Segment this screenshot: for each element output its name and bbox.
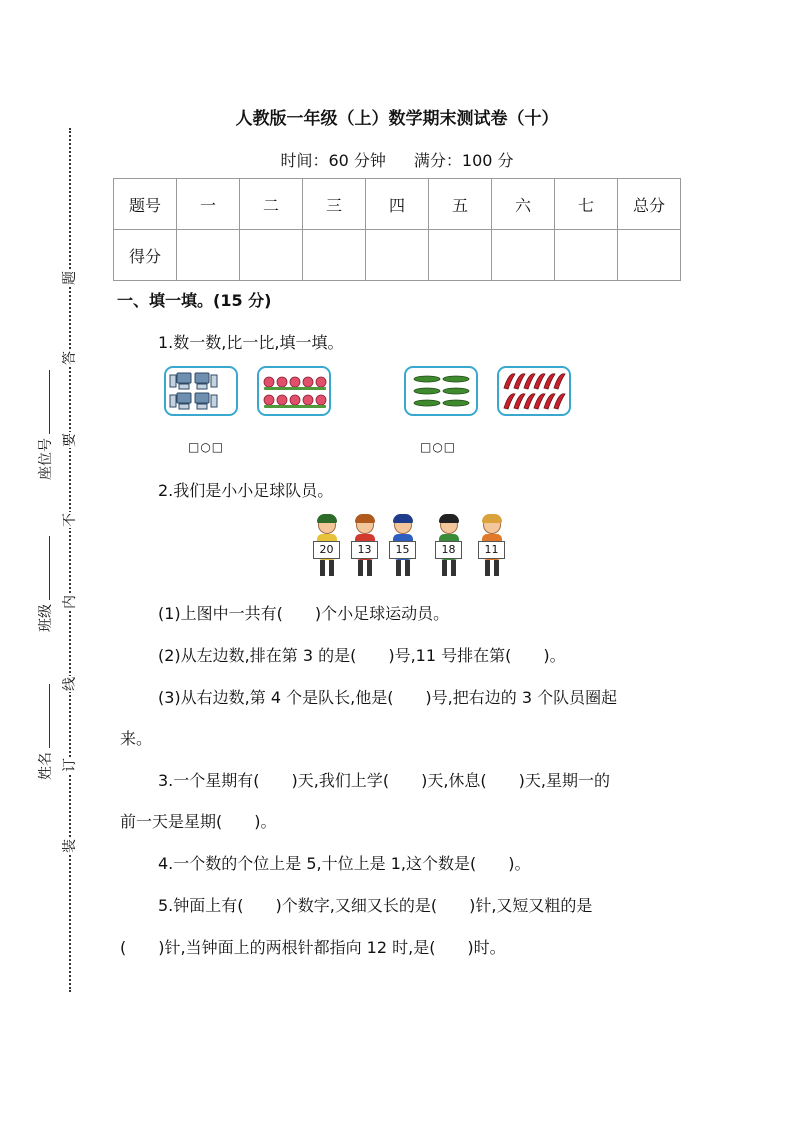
table-cell: 七 xyxy=(555,179,618,230)
player-figure xyxy=(477,516,507,578)
table-cell: 题号 xyxy=(114,179,177,230)
binding-char: 装 xyxy=(62,839,78,853)
table-cell: 六 xyxy=(492,179,555,230)
table-cell: 三 xyxy=(303,179,366,230)
question-3: 3.一个星期有( )天,我们上学( )天,休息( )天,星期一的 xyxy=(158,771,610,790)
binding-char: 答 xyxy=(62,351,78,365)
cucumber-icon xyxy=(406,368,476,414)
score-table xyxy=(113,178,681,281)
name-blank[interactable] xyxy=(39,684,50,748)
table-cell: 总分 xyxy=(618,179,681,230)
seat-number-blank[interactable] xyxy=(39,370,50,434)
binding-char: 不 xyxy=(62,513,78,527)
question-2-3-cont: 来。 xyxy=(120,729,153,748)
flower-card xyxy=(257,366,331,416)
player-number: 18 xyxy=(435,541,462,559)
table-cell: 二 xyxy=(240,179,303,230)
binding-char: 订 xyxy=(62,758,78,772)
table-cell: 四 xyxy=(366,179,429,230)
exam-info xyxy=(0,148,794,171)
class-blank[interactable] xyxy=(39,536,50,600)
name-label: 姓名 xyxy=(38,684,54,780)
flower-icon xyxy=(259,368,329,414)
table-cell: 一 xyxy=(177,179,240,230)
binding-char: 题 xyxy=(62,271,78,285)
question-5-cont: ( )针,当钟面上的两根针都指向 12 时,是( )时。 xyxy=(120,938,506,957)
cucumber-card xyxy=(404,366,478,416)
full-score: 满分：100 分 xyxy=(413,151,514,170)
binding-char: 内 xyxy=(62,595,78,609)
question-2-1: (1)上图中一共有( )个小足球运动员。 xyxy=(158,604,450,623)
table-cell: 得分 xyxy=(114,230,177,281)
time-limit: 时间：60 分钟 xyxy=(280,151,386,170)
score-cell[interactable] xyxy=(429,230,492,281)
table-cell: 五 xyxy=(429,179,492,230)
question-5: 5.钟面上有( )个数字,又细又长的是( )针,又短又粗的是 xyxy=(158,896,593,915)
page-title: 人教版一年级（上）数学期末测试卷（十） xyxy=(235,109,559,129)
score-cell[interactable] xyxy=(618,230,681,281)
computer-card xyxy=(164,366,238,416)
score-cell[interactable] xyxy=(492,230,555,281)
chili-pepper-icon xyxy=(499,368,569,414)
table-score-row xyxy=(114,230,681,281)
player-figure xyxy=(388,516,418,578)
player-number: 20 xyxy=(313,541,340,559)
question-2: 2.我们是小小足球队员。 xyxy=(158,481,334,500)
score-cell[interactable] xyxy=(303,230,366,281)
compare-blank-left[interactable]: □○□ xyxy=(188,440,225,454)
score-cell[interactable] xyxy=(555,230,618,281)
player-figure xyxy=(350,516,380,578)
table-header-row xyxy=(114,179,681,230)
player-number: 13 xyxy=(351,541,378,559)
player-figure xyxy=(434,516,464,578)
score-cell[interactable] xyxy=(177,230,240,281)
seat-number-label: 座位号 xyxy=(38,370,54,480)
question-2-3: (3)从右边数,第 4 个是队长,他是( )号,把右边的 3 个队员圈起 xyxy=(158,688,618,707)
player-number: 11 xyxy=(478,541,505,559)
computer-icon xyxy=(166,368,236,414)
question-1: 1.数一数,比一比,填一填。 xyxy=(158,333,344,352)
player-figure xyxy=(312,516,342,578)
player-number: 15 xyxy=(389,541,416,559)
question-2-2: (2)从左边数,排在第 3 的是( )号,11 号排在第( )。 xyxy=(158,646,566,665)
class-label: 班级 xyxy=(38,536,54,632)
chili-card xyxy=(497,366,571,416)
section-heading: 一、填一填。(15 分) xyxy=(117,291,272,310)
compare-blank-right[interactable]: □○□ xyxy=(420,440,457,454)
score-cell[interactable] xyxy=(240,230,303,281)
question-4: 4.一个数的个位上是 5,十位上是 1,这个数是( )。 xyxy=(158,854,531,873)
score-cell[interactable] xyxy=(366,230,429,281)
binding-char: 要 xyxy=(62,433,78,447)
binding-dotted-line xyxy=(69,128,71,992)
binding-char: 线 xyxy=(62,677,78,691)
question-3-cont: 前一天是星期( )。 xyxy=(120,812,277,831)
